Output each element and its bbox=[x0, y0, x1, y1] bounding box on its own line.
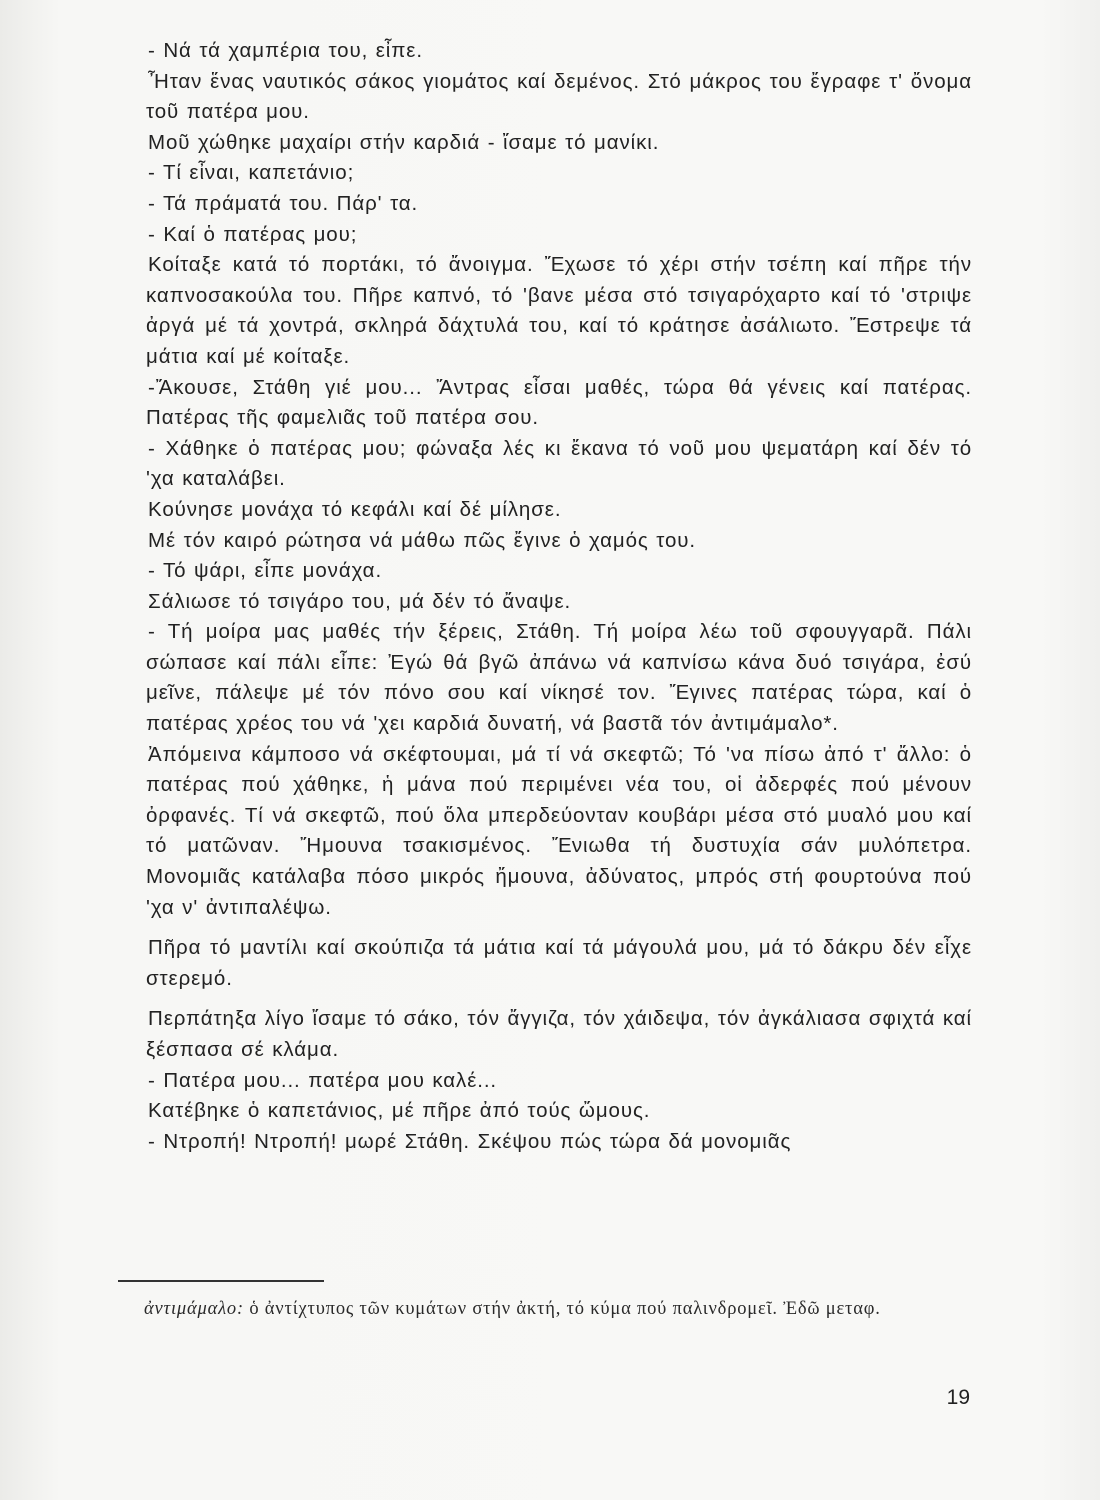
paragraph: - Νά τά χαμπέρια του, εἶπε. bbox=[148, 39, 423, 62]
paragraph: - Τή μοίρα μας μαθές τήν ξέρεις, Στάθη. Τή μοίρα λέω τοῦ σφουγγαρᾶ. Πάλι σώπασε καί πάλι εἶπε: Ἐγώ θά βγῶ ἀπάνω νά καπνίσω κάνα δυό τσιγάρα, ἐσύ μεῖνε, πάλεψε μέ τόν πόνο σου καί νίκησέ τον. Ἔγινες πατέρας τώρα, καί ὁ πατέρας χρέος του νά 'χει καρδιά δυνατή, νά βαστᾶ τόν ἀντιμάμαλο*. bbox=[146, 620, 972, 736]
paragraph: - Καί ὁ πατέρας μου; bbox=[148, 222, 358, 246]
paragraph: Μοῦ χώθηκε μαχαίρι στήν καρδιά - ἴσαμε τό μανίκι. bbox=[148, 130, 660, 154]
paragraph: Κούνησε μονάχα τό κεφάλι καί δέ μίλησε. bbox=[148, 497, 562, 521]
paragraph: Μέ τόν καιρό ρώτησα νά μάθω πῶς ἔγινε ὁ χαμός του. bbox=[148, 528, 696, 552]
paragraph: Κοίταξε κατά τό πορτάκι, τό ἄνοιγμα. Ἔχωσε τό χέρι στήν τσέπη καί πῆρε τήν καπνοσακούλα του. Πῆρε καπνό, τό 'βανε μέσα στό τσιγαρόχαρτο καί τό 'στριψε ἀργά μέ τά χοντρά, σκληρά δάχτυλά του, καί τό κράτησε ἀσάλιωτο. Ἔστρεψε τά μάτια καί μέ κοίταξε. bbox=[146, 253, 972, 368]
paragraph: Περπάτηξα λίγο ἴσαμε τό σάκο, τόν ἄγγιζα, τόν χάιδεψα, τόν ἀγκάλιασα σφιχτά καί ξέσπασα σέ κλάμα. bbox=[146, 1007, 972, 1061]
paragraph: Σάλιωσε τό τσιγάρο του, μά δέν τό ἄναψε. bbox=[148, 589, 572, 613]
footnote-text: ὁ ἀντίχτυπος τῶν κυμάτων στήν ἀκτή, τό κύμα πού παλινδρομεῖ. Ἐδῶ μεταφ. bbox=[243, 1299, 881, 1319]
page-number: 19 bbox=[946, 1386, 970, 1409]
footnote-divider bbox=[118, 1280, 324, 1282]
footnote-term: ἀντιμάμαλο: bbox=[144, 1299, 244, 1319]
paragraph: -Ἄκουσε, Στάθη γιέ μου... Ἄντρας εἶσαι μαθές, τώρα θά γένεις καί πατέρας. Πατέρας τῆς φαμελιᾶς τοῦ πατέρα σου. bbox=[146, 375, 972, 430]
paragraph: Ἀπόμεινα κάμποσο νά σκέφτουμαι, μά τί νά σκεφτῶ; Τό 'να πίσω ἀπό τ' ἄλλο: ὁ πατέρας πού χάθηκε, ἡ μάνα πού περιμένει νέα του, οἱ ἀδερφές πού μένουν ὀρφανές. Τί νά σκεφτῶ, πού ὅλα μπερδεύονταν κουβάρι μέσα στό μυαλό μου καί τό ματῶναν. Ἤμουνα τσακισμένος. Ἔνιωθα τή δυστυχία σάν μυλόπετρα. Μονομιᾶς κατάλαβα πόσο μικρός ἤμουνα, ἀδύνατος, μπρός στή φουρτούνα πού 'χα ν' ἀντιπαλέψω. bbox=[146, 742, 972, 919]
paragraph: Ἦταν ἕνας ναυτικός σάκος γιομάτος καί δεμένος. Στό μάκρος του ἔγραφε τ' ὄνομα τοῦ πατέρα μου. bbox=[146, 69, 972, 124]
paragraph: - Πατέρα μου... πατέρα μου καλέ... bbox=[148, 1068, 498, 1092]
body-text bbox=[146, 36, 972, 1157]
paragraph: - Τί εἶναι, καπετάνιο; bbox=[148, 161, 355, 185]
paragraph: - Τό ψάρι, εἶπε μονάχα. bbox=[148, 559, 383, 583]
paragraph: Κατέβηκε ὁ καπετάνιος, μέ πῆρε ἀπό τούς ὤμους. bbox=[148, 1099, 651, 1123]
paragraph: Πῆρα τό μαντίλι καί σκούπιζα τά μάτια καί τά μάγουλά μου, μά τό δάκρυ δέν εἶχε στερεμό. bbox=[146, 936, 972, 990]
footnote bbox=[144, 1294, 990, 1324]
paragraph: - Ντροπή! Ντροπή! μωρέ Στάθη. Σκέψου πώς τώρα δά μονομιᾶς bbox=[148, 1129, 792, 1153]
paragraph: - Τά πράματά του. Πάρ' τα. bbox=[148, 191, 419, 215]
paragraph: - Χάθηκε ὁ πατέρας μου; φώναξα λές κι ἔκανα τό νοῦ μου ψεματάρη καί δέν τό 'χα καταλάβει. bbox=[146, 436, 972, 491]
